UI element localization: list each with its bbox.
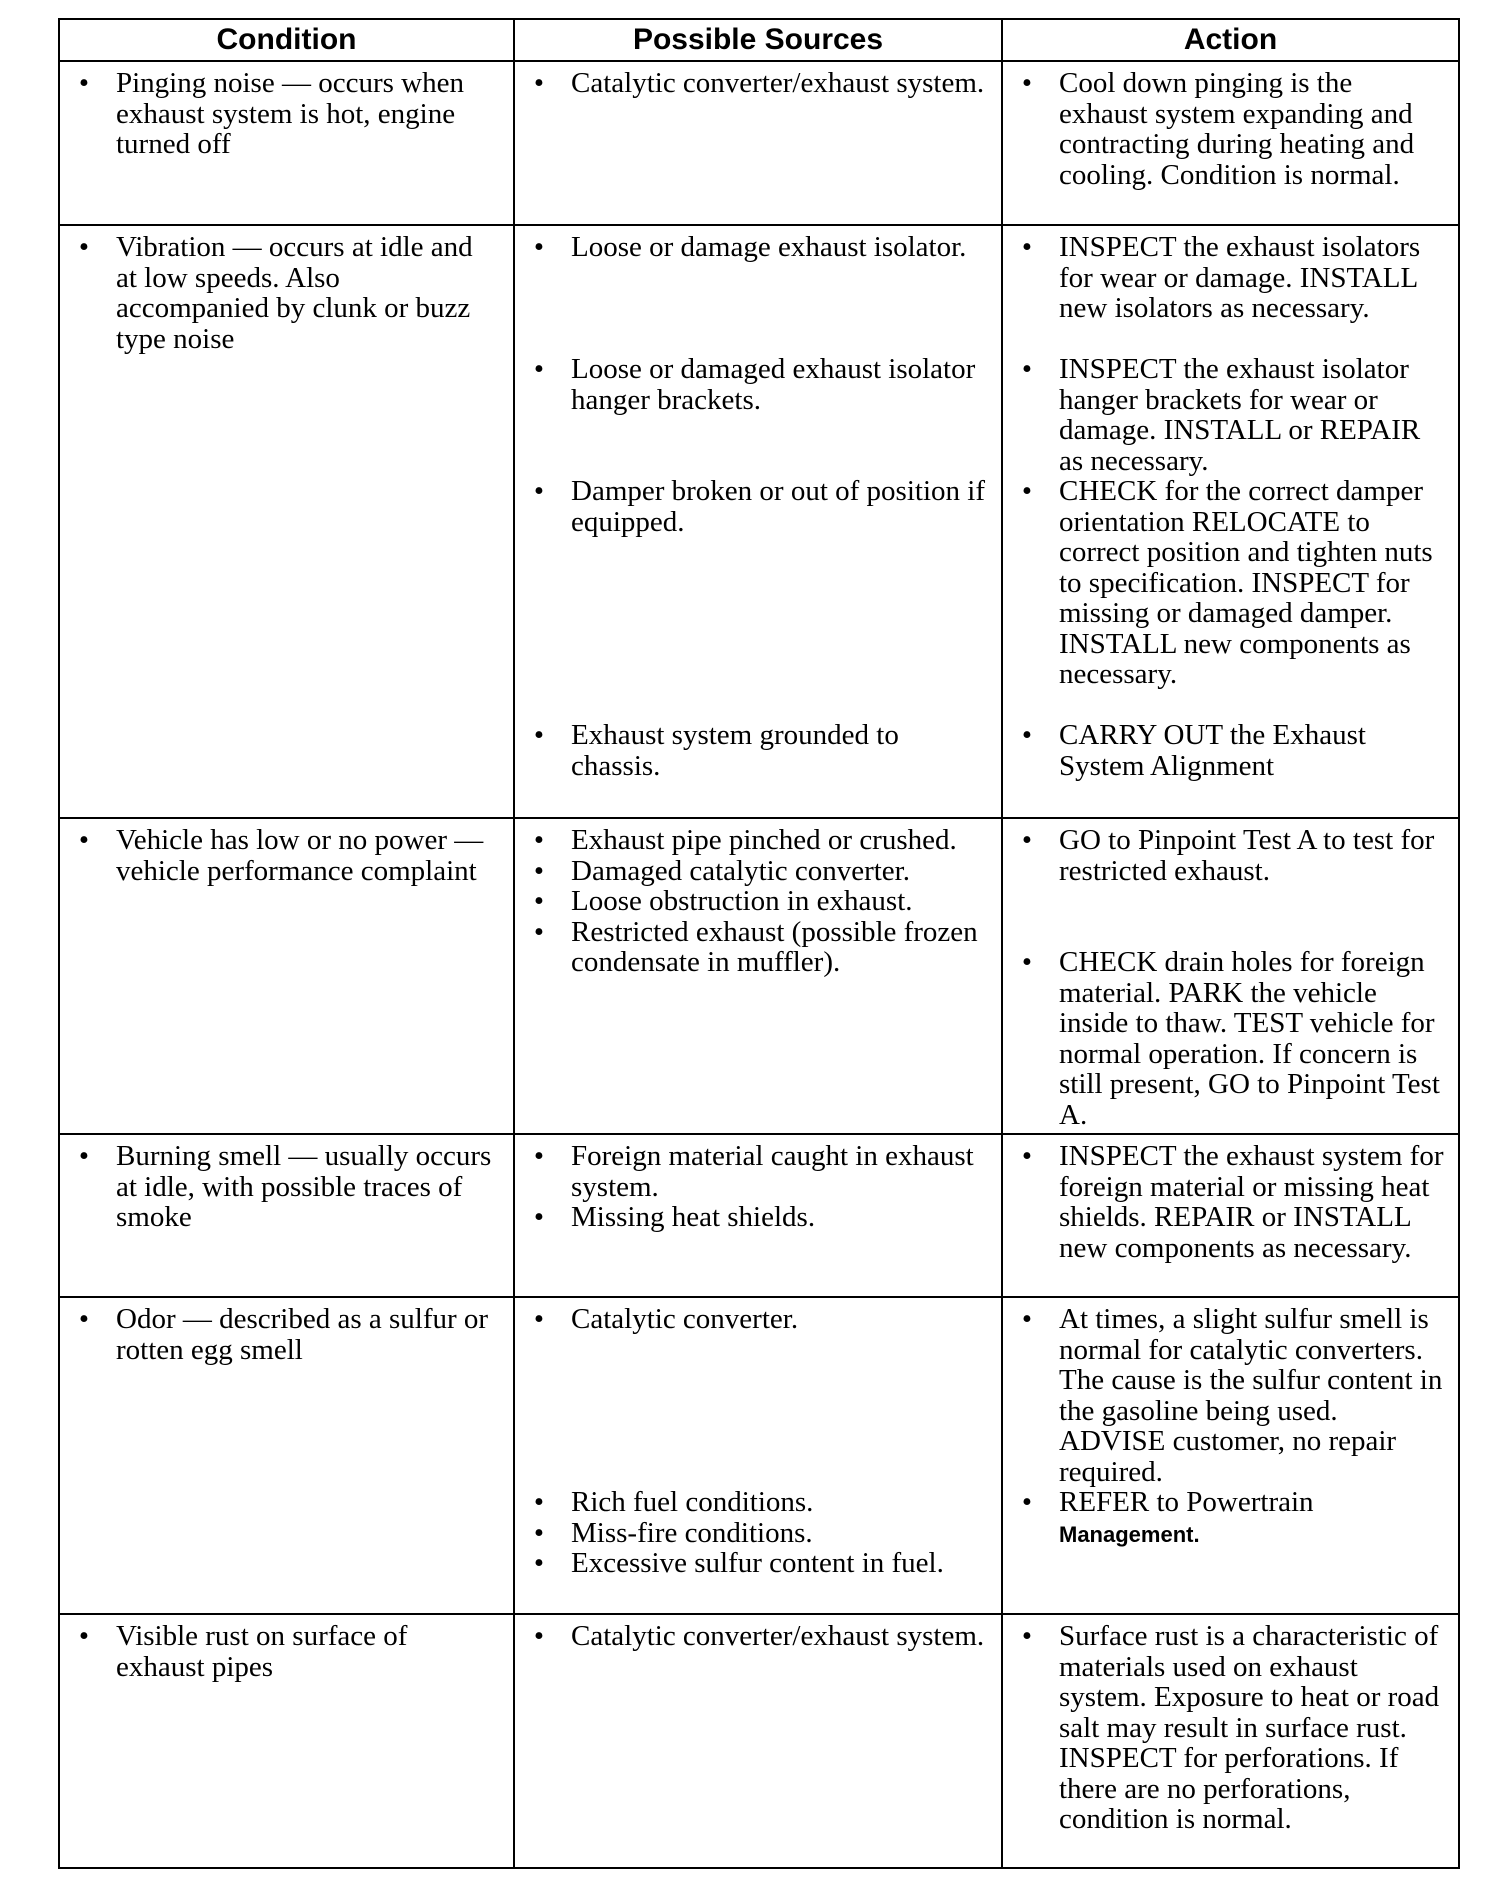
source-item: • Loose or damaged exhaust isolator hanger brackets. bbox=[529, 354, 987, 476]
source-item: • Exhaust pipe pinched or crushed. bbox=[529, 825, 987, 856]
action-item: • CHECK drain holes for foreign material. PARK the vehicle inside to thaw. TEST vehicle for normal operation. If concern is still present, GO to Pinpoint Test A. bbox=[1017, 947, 1444, 1130]
table-row bbox=[59, 1614, 1459, 1868]
bullet-icon: • bbox=[1021, 1303, 1033, 1335]
bullet-icon: • bbox=[1021, 1486, 1033, 1518]
bullet-icon: • bbox=[533, 1201, 545, 1233]
source-item: • Catalytic converter/exhaust system. bbox=[529, 1621, 987, 1652]
source-item: • Foreign material caught in exhaust system. bbox=[529, 1141, 987, 1202]
bullet-icon: • bbox=[1021, 1140, 1033, 1172]
source-item: • Missing heat shields. bbox=[529, 1202, 987, 1233]
bullet-icon: • bbox=[533, 1547, 545, 1579]
table-row bbox=[59, 1297, 1459, 1614]
action-item: • At times, a slight sulfur smell is normal for catalytic converters. The cause is the sulfur content in the gasoline being used. ADVISE customer, no repair required. bbox=[1017, 1304, 1444, 1487]
bullet-icon: • bbox=[78, 824, 90, 856]
bullet-icon: • bbox=[533, 475, 545, 507]
bullet-icon: • bbox=[1021, 353, 1033, 385]
bullet-icon: • bbox=[78, 1303, 90, 1335]
bullet-icon: • bbox=[533, 1516, 545, 1549]
bullet-icon: • bbox=[1021, 231, 1033, 263]
action-note: Management. bbox=[1059, 1521, 1200, 1547]
bullet-icon: • bbox=[533, 824, 545, 856]
source-item: • Catalytic converter/exhaust system. bbox=[529, 68, 987, 99]
source-item: • Exhaust system grounded to chassis. bbox=[529, 720, 987, 781]
source-item: • Loose obstruction in exhaust. bbox=[529, 886, 987, 917]
bullet-icon: • bbox=[533, 1620, 545, 1652]
bullet-icon: • bbox=[533, 231, 545, 263]
table-row bbox=[59, 61, 1459, 225]
header-row bbox=[59, 19, 1459, 61]
bullet-icon: • bbox=[78, 231, 90, 263]
bullet-icon: • bbox=[533, 67, 545, 99]
bullet-icon: • bbox=[1021, 719, 1033, 751]
bullet-icon: • bbox=[533, 915, 545, 948]
condition-text: • Visible rust on surface of exhaust pipes bbox=[74, 1621, 499, 1682]
action-item: • INSPECT the exhaust isolator hanger brackets for wear or damage. INSTALL or REPAIR as necessary. bbox=[1017, 354, 1444, 476]
source-item: • Damaged catalytic converter. bbox=[529, 856, 987, 887]
source-item: • Catalytic converter. bbox=[529, 1304, 987, 1487]
action-item: • INSPECT the exhaust system for foreign material or missing heat shields. REPAIR or INSTALL new components as necessary. bbox=[1017, 1141, 1444, 1263]
bullet-icon: • bbox=[533, 1140, 545, 1172]
condition-text: • Burning smell — usually occurs at idle, with possible traces of smoke bbox=[74, 1141, 499, 1233]
table-row bbox=[59, 818, 1459, 1134]
bullet-icon: • bbox=[1021, 1620, 1033, 1652]
bullet-icon: • bbox=[78, 1620, 90, 1652]
bullet-icon: • bbox=[1021, 475, 1033, 507]
source-item: • Excessive sulfur content in fuel. bbox=[529, 1548, 987, 1579]
bullet-icon: • bbox=[533, 353, 545, 385]
header-action: Action bbox=[1002, 19, 1459, 61]
bullet-icon: • bbox=[533, 1303, 545, 1335]
action-item: • REFER to Powertrain Management. bbox=[1017, 1487, 1444, 1550]
source-item: • Restricted exhaust (possible frozen condensate in muffler). bbox=[529, 917, 987, 978]
bullet-icon: • bbox=[78, 67, 90, 99]
bullet-icon: • bbox=[78, 1140, 90, 1172]
source-item: • Rich fuel conditions. bbox=[529, 1487, 987, 1518]
action-item: • Cool down pinging is the exhaust system expanding and contracting during heating and cooling. Condition is normal. bbox=[1017, 68, 1444, 190]
bullet-icon: • bbox=[533, 854, 545, 887]
action-item: • CHECK for the correct damper orientation RELOCATE to correct position and tighten nuts to specification. INSPECT for missing or damaged damper. INSTALL new components as necessary. bbox=[1017, 476, 1444, 720]
table-row bbox=[59, 1134, 1459, 1297]
bullet-icon: • bbox=[533, 1486, 545, 1518]
source-item: • Damper broken or out of position if equipped. bbox=[529, 476, 987, 720]
table-row bbox=[59, 225, 1459, 818]
bullet-icon: • bbox=[1021, 946, 1033, 978]
action-item: • CARRY OUT the Exhaust System Alignment bbox=[1017, 720, 1444, 781]
action-item: • GO to Pinpoint Test A to test for restricted exhaust. bbox=[1017, 825, 1444, 947]
troubleshooting-table bbox=[58, 18, 1460, 1869]
bullet-icon: • bbox=[533, 719, 545, 751]
header-possible-sources: Possible Sources bbox=[514, 19, 1002, 61]
condition-text: • Odor — described as a sulfur or rotten egg smell bbox=[74, 1304, 499, 1365]
source-item: • Loose or damage exhaust isolator. bbox=[529, 232, 987, 354]
bullet-icon: • bbox=[1021, 67, 1033, 99]
condition-text: • Pinging noise — occurs when exhaust system is hot, engine turned off bbox=[74, 68, 499, 160]
header-condition: Condition bbox=[59, 19, 514, 61]
action-item: • INSPECT the exhaust isolators for wear or damage. INSTALL new isolators as necessary. bbox=[1017, 232, 1444, 354]
action-item: • Surface rust is a characteristic of materials used on exhaust system. Exposure to heat or road salt may result in surface rust. INSPECT for perforations. If there are no perforations, condition is normal. bbox=[1017, 1621, 1444, 1835]
source-item: • Miss-fire conditions. bbox=[529, 1518, 987, 1549]
condition-text: • Vibration — occurs at idle and at low speeds. Also accompanied by clunk or buzz type noise bbox=[74, 232, 499, 354]
bullet-icon: • bbox=[533, 885, 545, 917]
condition-text: • Vehicle has low or no power — vehicle performance complaint bbox=[74, 825, 499, 886]
bullet-icon: • bbox=[1021, 824, 1033, 856]
